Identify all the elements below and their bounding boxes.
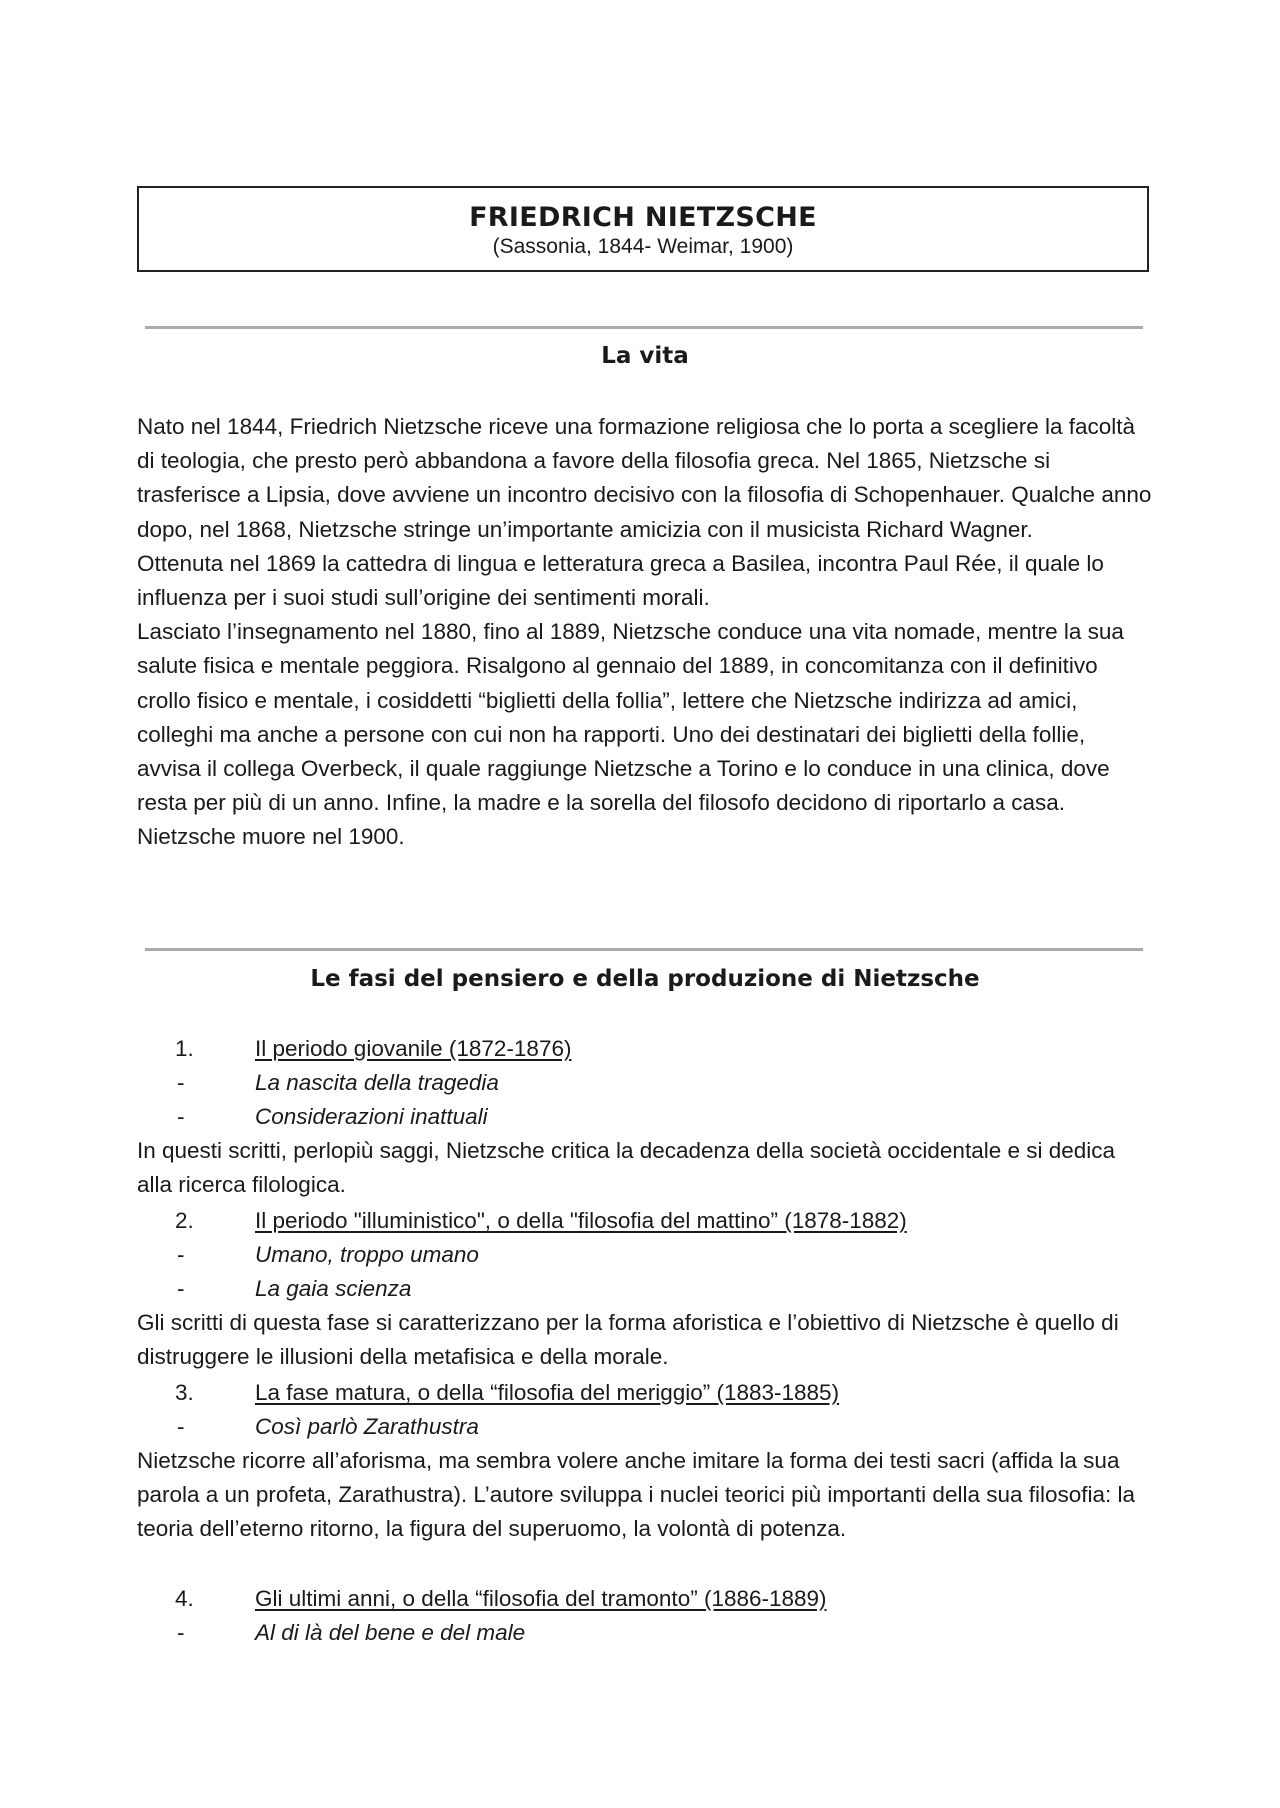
phase-title: La fase matura, o della “filosofia del meriggio” (1883-1885) xyxy=(255,1380,840,1405)
list-number: 3. xyxy=(175,1380,194,1405)
list-item xyxy=(177,1272,412,1306)
list-item xyxy=(177,1410,479,1444)
list-number: 2. xyxy=(175,1208,194,1233)
section-heading-vita: La vita xyxy=(601,343,689,369)
work-title: Considerazioni inattuali xyxy=(255,1104,488,1129)
vita-body xyxy=(137,410,1153,855)
work-title: Così parlò Zarathustra xyxy=(255,1414,479,1439)
list-item xyxy=(177,1066,499,1100)
work-title: La gaia scienza xyxy=(255,1276,412,1301)
list-item xyxy=(177,1238,479,1272)
phase-description: Nietzsche ricorre all’aforisma, ma sembra volere anche imitare la forma dei testi sacri (affida la sua parola a un profeta, Zarathustra). L’autore sviluppa i nuclei teorici più importanti della sua filosofia: la teoria dell’eterno ritorno, la figura del superuomo, la volontà di potenza. xyxy=(137,1448,1136,1542)
vita-paragraph: Nato nel 1844, Friedrich Nietzsche riceve una formazione religiosa che lo porta a scegliere la facoltà di teologia, che presto però abbandona a favore della filosofia greca. Nel 1865, Nietzsche si trasferisce a Lipsia, dove avviene un incontro decisivo con la filosofia di Schopenhauer. Qualche anno dopo, nel 1868, Nietzsche stringe un’importante amicizia con il musicista Richard Wagner. xyxy=(137,414,1152,542)
document-subtitle: (Sassonia, 1844- Weimar, 1900) xyxy=(492,235,794,258)
dash-marker: - xyxy=(177,1276,185,1301)
dash-marker: - xyxy=(177,1070,185,1095)
dash-marker: - xyxy=(177,1242,185,1267)
list-number: 1. xyxy=(175,1036,194,1061)
list-item xyxy=(175,1376,840,1410)
section-divider xyxy=(145,326,1143,329)
title-box xyxy=(137,186,1149,272)
section-heading-fasi: Le fasi del pensiero e della produzione di Nietzsche xyxy=(310,966,980,992)
work-title: La nascita della tragedia xyxy=(255,1070,499,1095)
list-item xyxy=(177,1616,526,1650)
phase-description: Gli scritti di questa fase si caratterizzano per la forma aforistica e l’obiettivo di Nietzsche è quello di distruggere le illusioni della metafisica e della morale. xyxy=(137,1310,1119,1370)
list-item xyxy=(177,1100,488,1134)
document-page xyxy=(137,186,1153,1645)
list-number: 4. xyxy=(175,1586,194,1611)
list-item xyxy=(175,1204,907,1238)
list-item xyxy=(175,1032,572,1066)
document-title: FRIEDRICH NIETZSCHE xyxy=(469,202,817,233)
work-title: Al di là del bene e del male xyxy=(255,1620,526,1645)
section-divider xyxy=(145,948,1143,951)
phase-title: Gli ultimi anni, o della “filosofia del tramonto” (1886-1889) xyxy=(255,1586,827,1611)
phase-title: Il periodo "illuministico", o della "filosofia del mattino” (1878-1882) xyxy=(255,1208,907,1233)
phase-description: In questi scritti, perlopiù saggi, Nietzsche critica la decadenza della società occidentale e si dedica alla ricerca filologica. xyxy=(137,1138,1116,1198)
work-title: Umano, troppo umano xyxy=(255,1242,479,1267)
dash-marker: - xyxy=(177,1104,185,1129)
dash-marker: - xyxy=(177,1620,185,1645)
list-item xyxy=(175,1582,827,1616)
vita-paragraph: Lasciato l’insegnamento nel 1880, fino al 1889, Nietzsche conduce una vita nomade, mentre la sua salute fisica e mentale peggiora. Risalgono al gennaio del 1889, in concomitanza con il definitivo crollo fisico e mentale, i cosiddetti “biglietti della follia”, lettere che Nietzsche indirizza ad amici, colleghi ma anche a persone con cui non ha rapporti. Uno dei destinatari dei biglietti della follie, avvisa il collega Overbeck, il quale raggiunge Nietzsche a Torino e lo conduce in una clinica, dove resta per più di un anno. Infine, la madre e la sorella del filosofo decidono di riportarlo a casa. Nietzsche muore nel 1900. xyxy=(137,619,1124,850)
phase-title: Il periodo giovanile (1872-1876) xyxy=(255,1036,572,1061)
vita-paragraph: Ottenuta nel 1869 la cattedra di lingua e letteratura greca a Basilea, incontra Paul Rée, il quale lo influenza per i suoi studi sull’origine dei sentimenti morali. xyxy=(137,550,1104,611)
dash-marker: - xyxy=(177,1414,185,1439)
